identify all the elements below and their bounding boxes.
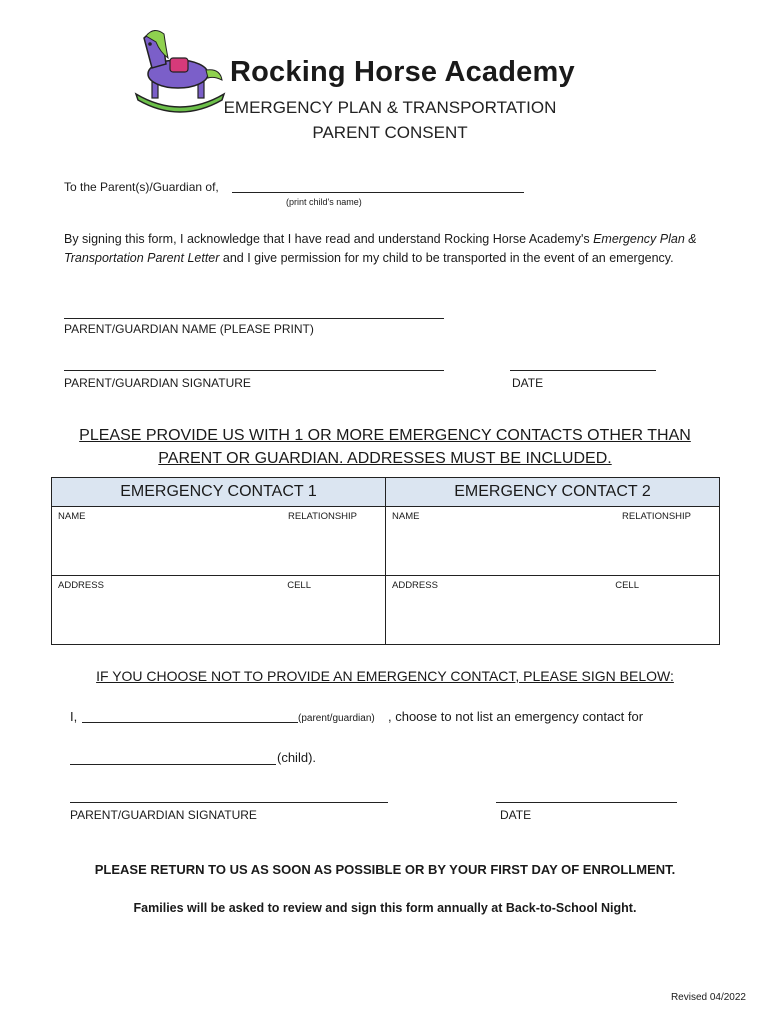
revised-date: Revised 04/2022	[670, 992, 746, 1003]
contacts-heading-line1: PLEASE PROVIDE US WITH 1 OR MORE EMERGENCY CONTACTS OTHER THAN	[79, 427, 691, 444]
contact2-name-cell[interactable]	[386, 507, 720, 576]
form-title-line1: EMERGENCY PLAN & TRANSPORTATION	[223, 98, 557, 117]
opt-out-signature-line[interactable]	[70, 802, 388, 803]
brand-name: Rocking Horse Academy	[230, 56, 575, 88]
ack-text-2: and I give permission for my child to be transported in the event of an emergency.	[219, 251, 674, 265]
opt-out-parent-hint: (parent/guardian)	[298, 713, 375, 724]
opt-out-child-line[interactable]	[70, 764, 276, 765]
opt-out-child-text: (child).	[277, 750, 317, 765]
opt-out-parent-line[interactable]	[82, 722, 298, 723]
contact2-header: EMERGENCY CONTACT 2	[386, 478, 720, 507]
contact1-cell-label: CELL	[287, 580, 311, 591]
child-name-line[interactable]	[232, 192, 524, 193]
contact1-address-label: ADDRESS	[58, 580, 104, 591]
contact2-address-label: ADDRESS	[392, 580, 438, 591]
contact2-cell-label: CELL	[615, 580, 639, 591]
date-line[interactable]	[510, 370, 656, 371]
contact1-header: EMERGENCY CONTACT 1	[52, 478, 386, 507]
child-name-hint: (print child's name)	[286, 197, 362, 207]
opt-out-date-label: DATE	[500, 808, 532, 822]
return-notice: PLEASE RETURN TO US AS SOON AS POSSIBLE OR BY YOUR FIRST DAY OF ENROLLMENT.	[94, 862, 676, 877]
contact1-address-cell[interactable]	[52, 576, 386, 645]
parent-signature-line[interactable]	[64, 370, 444, 371]
contact2-relationship-label: RELATIONSHIP	[622, 511, 691, 522]
parent-name-line[interactable]	[64, 318, 444, 319]
opt-out-choose-text: , choose to not list an emergency contact for	[388, 709, 644, 724]
opt-out-heading: IF YOU CHOOSE NOT TO PROVIDE AN EMERGENCY CONTACT, PLEASE SIGN BELOW:	[96, 668, 674, 684]
contacts-heading-line2: PARENT OR GUARDIAN. ADDRESSES MUST BE INCLUDED.	[158, 450, 612, 467]
date-label: DATE	[512, 376, 544, 390]
opt-out-signature-label: PARENT/GUARDIAN SIGNATURE	[70, 808, 257, 822]
contact1-relationship-label: RELATIONSHIP	[288, 511, 357, 522]
contact1-name-label: NAME	[58, 511, 86, 522]
greeting-prefix: To the Parent(s)/Guardian of,	[64, 180, 219, 194]
acknowledgement-paragraph	[64, 230, 704, 268]
annual-notice: Families will be asked to review and sign this form annually at Back-to-School Night.	[133, 901, 637, 915]
ack-text-1: By signing this form, I acknowledge that I have read and understand Rocking Horse Academy's	[64, 232, 594, 246]
parent-name-label: PARENT/GUARDIAN NAME (PLEASE PRINT)	[64, 322, 314, 336]
contact1-name-cell[interactable]	[52, 507, 386, 576]
form-title-line2: PARENT CONSENT	[312, 123, 468, 142]
opt-out-date-line[interactable]	[496, 802, 677, 803]
contact2-name-label: NAME	[392, 511, 420, 522]
parent-signature-label: PARENT/GUARDIAN SIGNATURE	[64, 376, 251, 390]
opt-out-i: I,	[70, 709, 78, 724]
emergency-contacts-table	[51, 477, 720, 645]
contact2-address-cell[interactable]	[386, 576, 720, 645]
ack-letter-title: Emergency Plan & Transportation Parent Letter	[64, 232, 697, 265]
